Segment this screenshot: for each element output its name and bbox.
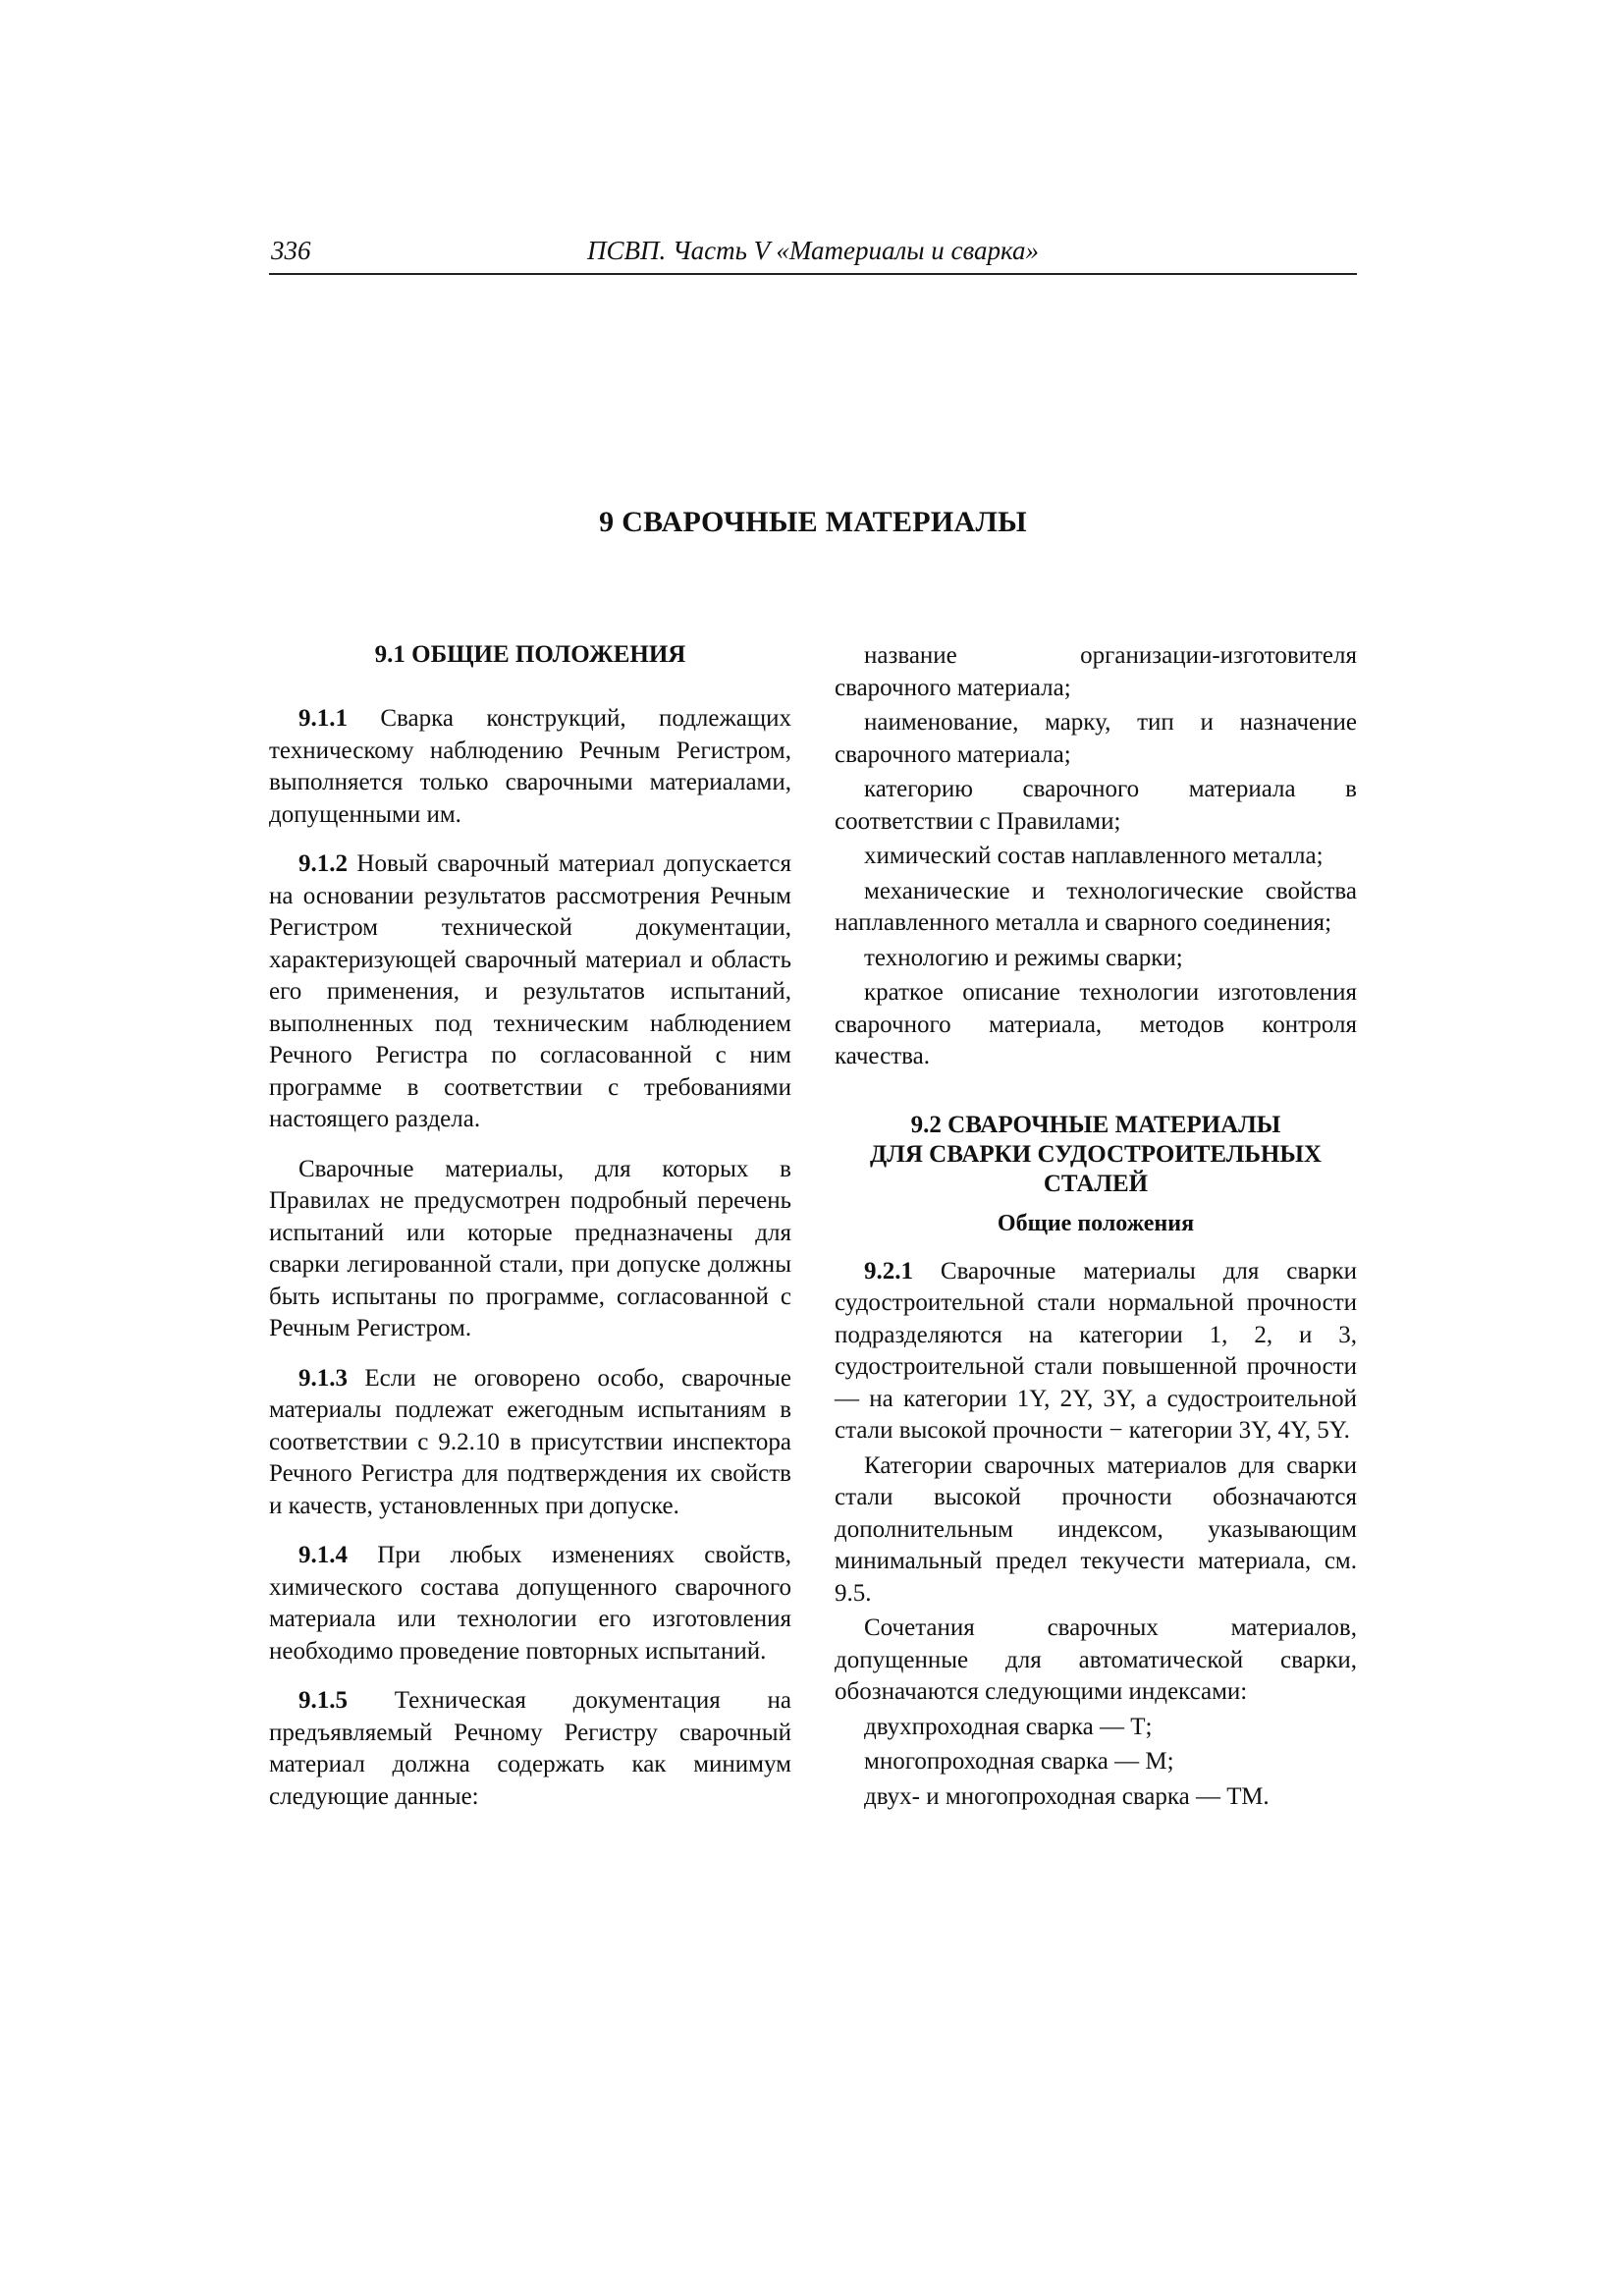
index-item: двухпроходная сварка — Т; <box>864 1713 1153 1740</box>
clause-text: Сварочные материалы для сварки судостроительной стали нормальной прочности подразделяются на категории 1, 2, и 3, судостроительной стали повышенной прочности — на категории 1Y, 2Y, 3Y, а судостроительной стали высокой прочности − категории 3Y, 4Y, 5Y. <box>835 1257 1357 1444</box>
section-heading-9-2 <box>835 1111 1357 1199</box>
list-item: химический состав наплавленного металла; <box>864 843 1324 869</box>
clause-text: При любых изменениях свойств, химического состава допущенного сварочного материала или технологии его изготовления необходимо проведение повторных испытаний. <box>269 1542 791 1665</box>
page-header <box>269 236 1357 275</box>
page-number: 336 <box>271 236 311 265</box>
paragraph-9-1-3 <box>269 1363 791 1523</box>
list-item: название организации-изготовителя сварочного материала; <box>835 642 1357 701</box>
paragraph-9-1-2-extra: Сварочные материалы, для которых в Правилах не предусмотрен подробный перечень испытаний или которые предназначены для сварки легированной стали, при допуске должны быть испытаны по программе, согласованной с Речным Регистром. <box>269 1155 791 1341</box>
paragraph-9-2-1 <box>835 1256 1357 1448</box>
paragraph-9-2-1-extra: Категории сварочных материалов для сварки стали высокой прочности обозначаются дополнительным индексом, указывающим минимальный предел текучести материала, см. 9.5. <box>835 1451 1357 1607</box>
clause-number: 9.1.5 <box>298 1687 348 1714</box>
clause-number: 9.1.4 <box>298 1542 348 1568</box>
clause-number: 9.1.1 <box>298 705 348 732</box>
chapter-title: 9 СВАРОЧНЫЕ МАТЕРИАЛЫ <box>599 506 1027 538</box>
paragraph-9-1-5 <box>269 1685 791 1813</box>
running-title: ПСВП. Часть V «Материалы и сварка» <box>586 236 1039 265</box>
clause-text: Новый сварочный материал допускается на основании результатов рассмотрения Речным Регистром технической документации, характеризующей сварочный материал и область его применения, и результатов испытаний, выполненных под техническим наблюдением Речного Регистра по согласованной с ним программе в соответствии с требованиями настоящего раздела. <box>269 850 791 1132</box>
section-heading-line: 9.2 СВАРОЧНЫЕ МАТЕРИАЛЫ <box>910 1111 1281 1138</box>
subsection-heading: Общие положения <box>997 1210 1195 1236</box>
clause-text: Если не оговорено особо, сварочные материалы подлежат ежегодным испытаниям в соответствии с 9.2.10 в присутствии инспектора Речного Регистра для подтверждения их свойств и качеств, установленных при допуске. <box>269 1364 791 1519</box>
list-item: механические и технологические свойства наплавленного металла и сварного соединения; <box>835 877 1357 936</box>
index-item: многопроходная сварка — М; <box>864 1748 1174 1775</box>
section-heading-9-1: 9.1 ОБЩИЕ ПОЛОЖЕНИЯ <box>374 641 686 668</box>
paragraph-9-2-1-extra: Сочетания сварочных материалов, допущенные для автоматической сварки, обозначаются следующими индексами: <box>835 1614 1357 1705</box>
left-column <box>269 640 791 1813</box>
clause-number: 9.2.1 <box>864 1257 913 1285</box>
list-item: категорию сварочного материала в соответствии с Правилами; <box>835 776 1357 835</box>
clause-number: 9.1.3 <box>298 1364 348 1392</box>
section-heading-line: СТАЛЕЙ <box>1043 1170 1149 1197</box>
section-heading-line: ДЛЯ СВАРКИ СУДОСТРОИТЕЛЬНЫХ <box>870 1140 1322 1168</box>
clause-number: 9.1.2 <box>298 850 348 877</box>
list-item: наименование, марку, тип и назначение сварочного материала; <box>835 709 1357 768</box>
clause-text: Техническая документация на предъявляемый Речному Регистру сварочный материал должна содержать как минимум следующие данные: <box>269 1687 791 1810</box>
paragraph-9-1-1 <box>269 703 791 831</box>
clause-text: Сварка конструкций, подлежащих техническому наблюдению Речным Регистром, выполняется только сварочными материалами, допущенными им. <box>269 705 791 828</box>
paragraph-9-1-2 <box>269 848 791 1136</box>
right-column <box>835 640 1357 1813</box>
list-item: технологию и режимы сварки; <box>864 944 1183 971</box>
paragraph-9-1-4 <box>269 1540 791 1667</box>
index-item: двух- и многопроходная сварка — ТМ. <box>864 1782 1270 1810</box>
list-item: краткое описание технологии изготовления сварочного материала, методов контроля качества. <box>835 979 1357 1069</box>
